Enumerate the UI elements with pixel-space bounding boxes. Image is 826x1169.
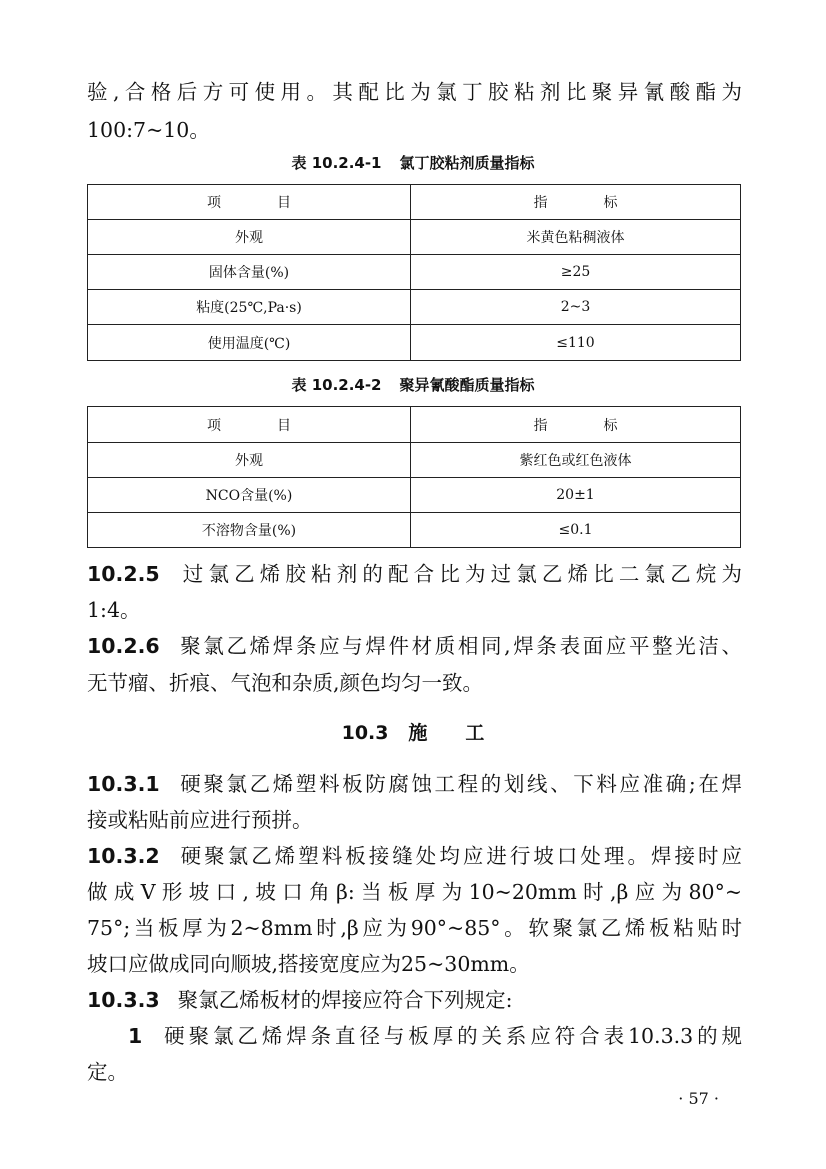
table2-header-spec: 指 标	[411, 407, 741, 443]
table2-cell-item: 外观	[88, 443, 411, 478]
clause-10-3-2-line-4: 坡口应做成同向顺坡,搭接宽度应为25~30mm。	[87, 952, 530, 976]
clause-10-2-5-text-1: 过氯乙烯胶粘剂的配合比为过氯乙烯比二氯乙烷为	[177, 562, 742, 586]
table2-cell-item: NCO含量(%)	[88, 478, 411, 513]
table1-cell-spec: ≥25	[411, 255, 741, 290]
clause-10-3-2-line-2: 做成V形坡口,坡口角β:当板厚为10~20mm时,β应为80°~	[87, 880, 742, 904]
clause-10-2-5-number: 10.2.5	[87, 562, 160, 586]
clause-10-3-1-text-1: 硬聚氯乙烯塑料板防腐蚀工程的划线、下料应准确;在焊	[177, 772, 742, 796]
table2-cell-spec: 紫红色或红色液体	[411, 443, 741, 478]
table1-header-row	[88, 185, 741, 220]
section-number: 10.3	[341, 722, 389, 744]
clause-10-2-6-number: 10.2.6	[87, 634, 160, 658]
table2-header-row	[88, 407, 741, 443]
table1-cell-spec: ≤110	[411, 325, 741, 361]
table2-title: 聚异氰酸酯质量指标	[399, 376, 535, 394]
clause-10-3-2-line-3: 75°;当板厚为2~8mm时,β应为90°~85°。软聚氯乙烯板粘贴时	[87, 916, 742, 940]
clause-10-3-3-line-1	[87, 982, 742, 1018]
item-1-line-2: 定。	[87, 1060, 128, 1084]
table2-caption	[0, 374, 826, 395]
table2-number: 表 10.2.4-2	[291, 376, 382, 394]
table1	[87, 184, 741, 361]
table1-number: 表 10.2.4-1	[291, 154, 382, 172]
table1-cell-item: 使用温度(℃)	[88, 325, 411, 361]
clause-10-3-2-line-1	[87, 838, 742, 874]
clause-10-2-6-line-2: 无节瘤、折痕、气泡和杂质,颜色均匀一致。	[87, 671, 484, 695]
table2-cell-spec: ≤0.1	[411, 513, 741, 548]
clause-10-2-6-text-1: 聚氯乙烯焊条应与焊件材质相同,焊条表面应平整光洁、	[177, 634, 742, 658]
table1-header-spec: 指 标	[411, 185, 741, 220]
table1-caption	[0, 152, 826, 173]
table-row	[88, 478, 741, 513]
table1-header-item: 项 目	[88, 185, 411, 220]
table-row	[88, 513, 741, 548]
clause-10-3-1-number: 10.3.1	[87, 772, 160, 796]
clause-10-2-5-line-1	[87, 556, 742, 592]
clause-10-3-1-line-2: 接或粘贴前应进行预拼。	[87, 808, 313, 832]
table1-cell-spec: 米黄色粘稠液体	[411, 220, 741, 255]
table2	[87, 406, 741, 548]
intro-line-1: 验,合格后方可使用。其配比为氯丁胶粘剂比聚异氰酸酯为	[87, 80, 742, 104]
table-row	[88, 325, 741, 361]
section-heading	[0, 718, 826, 745]
clause-10-2-5-line-2: 1:4。	[87, 598, 141, 622]
table-row	[88, 443, 741, 478]
clause-10-3-3-number: 10.3.3	[87, 988, 160, 1012]
intro-line-2: 100:7~10。	[87, 118, 210, 142]
table2-cell-spec: 20±1	[411, 478, 741, 513]
table-row	[88, 290, 741, 325]
clause-10-3-2-number: 10.3.2	[87, 844, 160, 868]
table2-cell-item: 不溶物含量(%)	[88, 513, 411, 548]
item-1-number: 1	[128, 1024, 143, 1048]
table-row	[88, 255, 741, 290]
clause-10-2-6-line-1	[87, 628, 742, 664]
table2-header-item: 项 目	[88, 407, 411, 443]
clause-10-3-3-text-1: 聚氯乙烯板材的焊接应符合下列规定:	[177, 988, 513, 1012]
table1-cell-item: 粘度(25℃,Pa·s)	[88, 290, 411, 325]
table1-cell-spec: 2~3	[411, 290, 741, 325]
table-row	[88, 220, 741, 255]
table1-title: 氯丁胶粘剂质量指标	[399, 154, 535, 172]
item-1-text-1: 硬聚氯乙烯焊条直径与板厚的关系应符合表10.3.3的规	[160, 1024, 742, 1048]
section-title: 施 工	[408, 722, 485, 744]
table1-cell-item: 外观	[88, 220, 411, 255]
item-1-line-1	[128, 1018, 742, 1054]
table1-cell-item: 固体含量(%)	[88, 255, 411, 290]
page-number: · 57 ·	[678, 1089, 719, 1108]
clause-10-3-1-line-1	[87, 766, 742, 802]
clause-10-3-2-text-1: 硬聚氯乙烯塑料板接缝处均应进行坡口处理。焊接时应	[177, 844, 742, 868]
